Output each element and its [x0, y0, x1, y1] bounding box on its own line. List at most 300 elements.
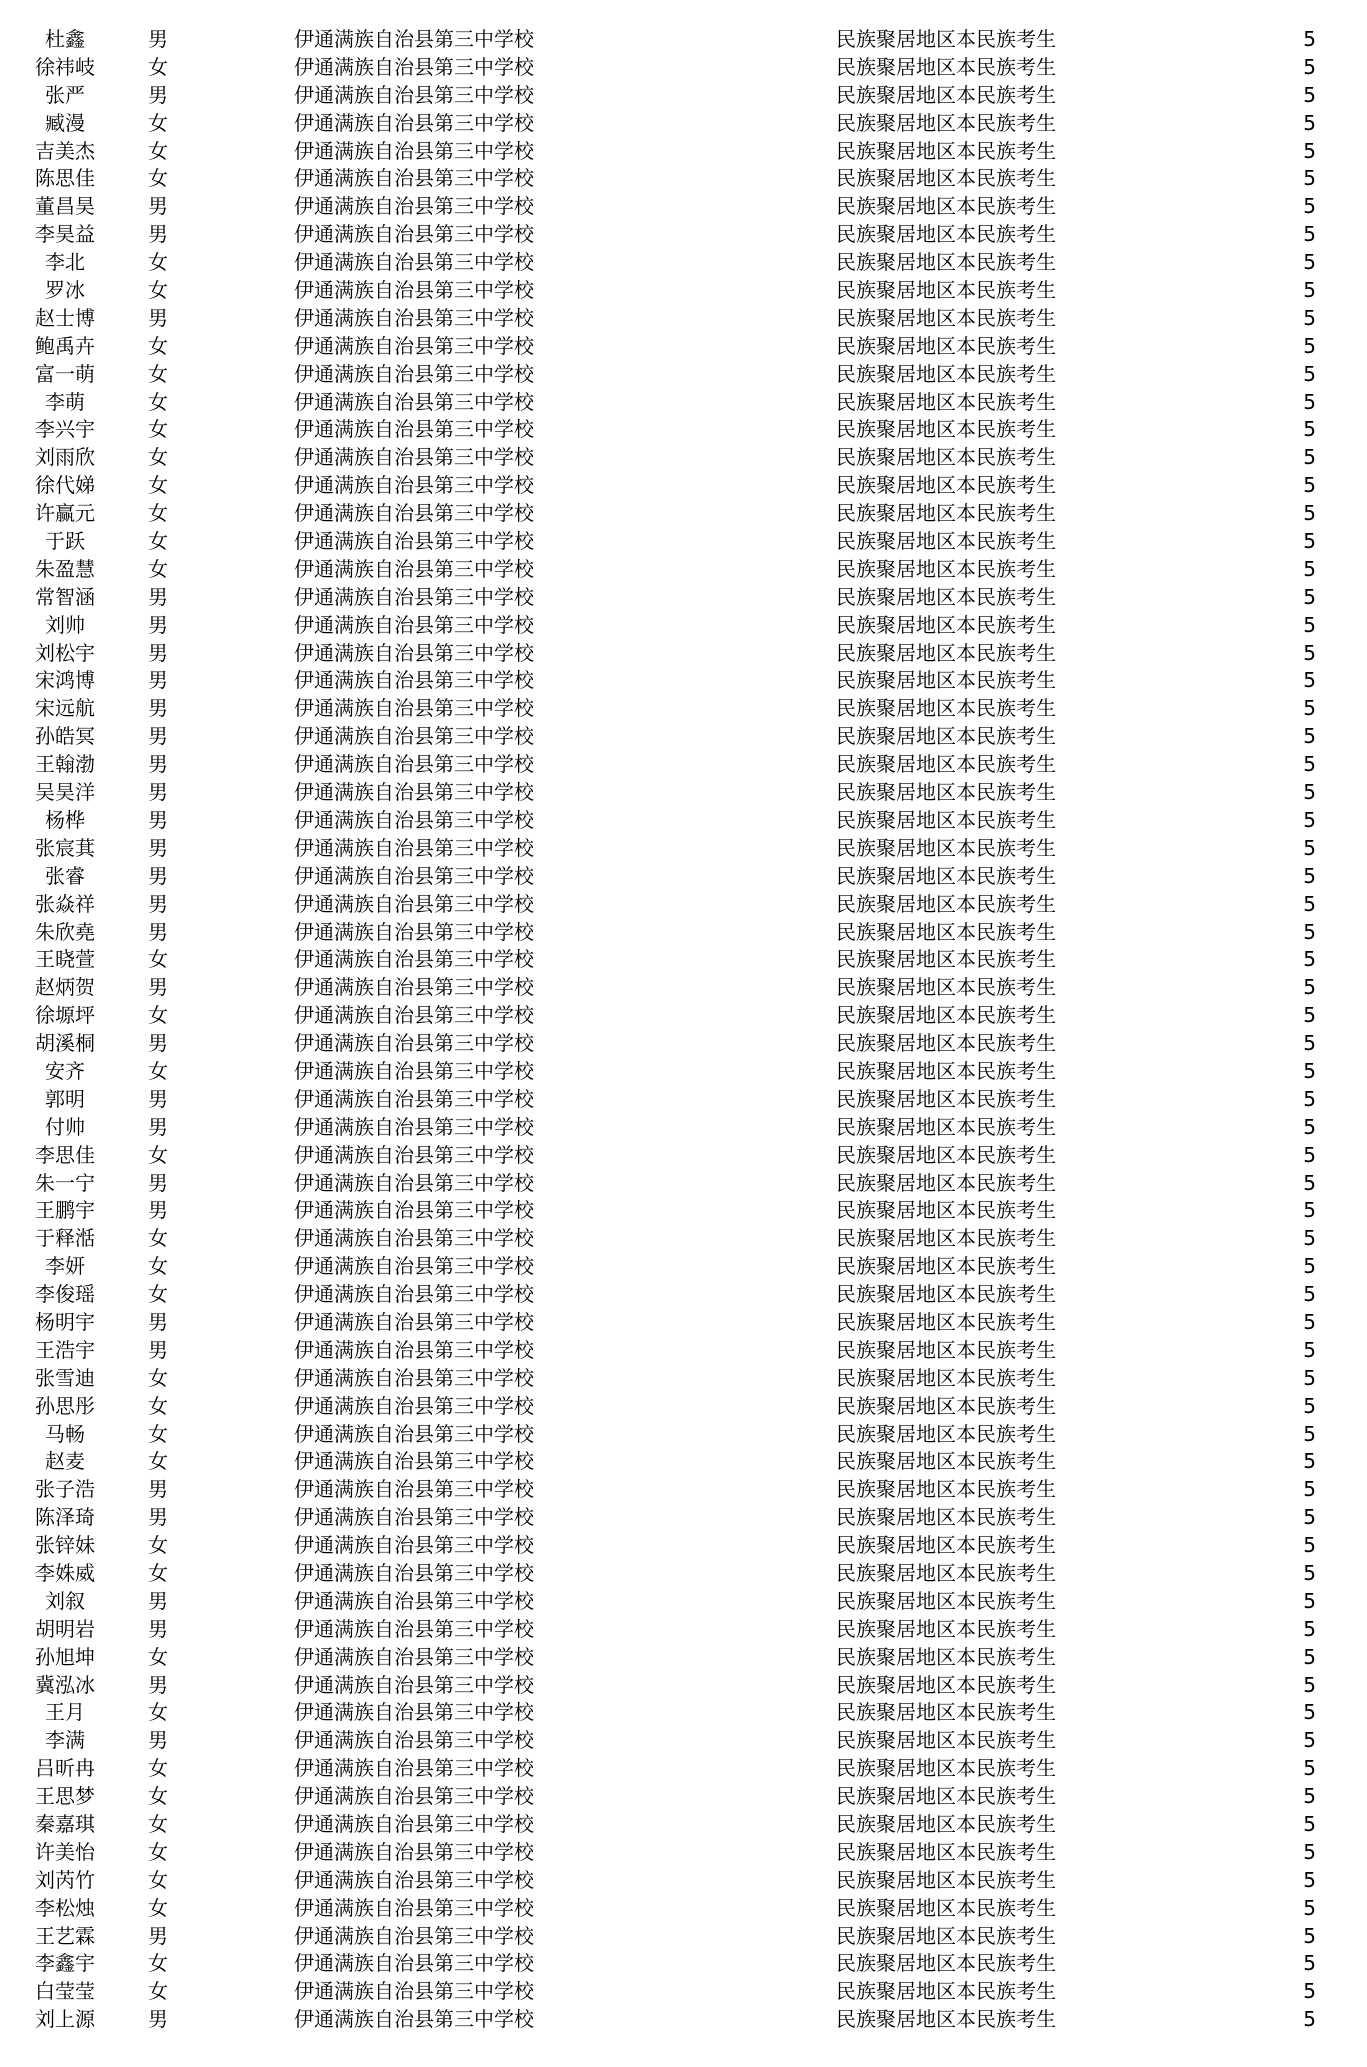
- student-name: 孙旭坤: [35, 1644, 95, 1669]
- student-name: 李鑫宇: [35, 1951, 95, 1976]
- student-name: 李妍: [45, 1254, 85, 1279]
- student-gender: 男: [148, 1588, 168, 1613]
- table-row: [0, 444, 1367, 472]
- bonus-category: 民族聚居地区本民族考生: [836, 668, 1056, 693]
- table-row: [0, 54, 1367, 82]
- bonus-points: 5: [1303, 501, 1316, 526]
- student-name: 李萌: [45, 389, 85, 414]
- bonus-points: 5: [1303, 166, 1316, 191]
- student-name: 吕昕冉: [35, 1756, 95, 1781]
- student-name: 刘芮竹: [35, 1867, 95, 1892]
- bonus-points: 5: [1303, 1114, 1316, 1139]
- school-name: 伊通满族自治县第三中学校: [294, 473, 534, 498]
- student-gender: 男: [148, 1923, 168, 1948]
- bonus-points: 5: [1303, 1644, 1316, 1669]
- student-name: 徐塬坪: [35, 1003, 95, 1028]
- bonus-points: 5: [1303, 1616, 1316, 1641]
- bonus-category: 民族聚居地区本民族考生: [836, 1170, 1056, 1195]
- bonus-category: 民族聚居地区本民族考生: [836, 1282, 1056, 1307]
- table-row: [0, 1588, 1367, 1616]
- student-name: 陈思佳: [35, 166, 95, 191]
- table-row: [0, 751, 1367, 779]
- bonus-category: 民族聚居地区本民族考生: [836, 696, 1056, 721]
- school-name: 伊通满族自治县第三中学校: [294, 1254, 534, 1279]
- school-name: 伊通满族自治县第三中学校: [294, 612, 534, 637]
- bonus-category: 民族聚居地区本民族考生: [836, 1449, 1056, 1474]
- table-row: [0, 1783, 1367, 1811]
- school-name: 伊通满族自治县第三中学校: [294, 166, 534, 191]
- student-gender: 女: [148, 501, 168, 526]
- table-row: [0, 723, 1367, 751]
- school-name: 伊通满族自治县第三中学校: [294, 1951, 534, 1976]
- school-name: 伊通满族自治县第三中学校: [294, 278, 534, 303]
- table-row: [0, 1616, 1367, 1644]
- student-name: 张宸萁: [35, 835, 95, 860]
- school-name: 伊通满族自治县第三中学校: [294, 361, 534, 386]
- bonus-points: 5: [1303, 1226, 1316, 1251]
- student-gender: 女: [148, 1393, 168, 1418]
- school-name: 伊通满族自治县第三中学校: [294, 529, 534, 554]
- table-row: [0, 333, 1367, 361]
- student-name: 李昊益: [35, 222, 95, 247]
- school-name: 伊通满族自治县第三中学校: [294, 1533, 534, 1558]
- student-gender: 男: [148, 919, 168, 944]
- bonus-category: 民族聚居地区本民族考生: [836, 1951, 1056, 1976]
- bonus-points: 5: [1303, 947, 1316, 972]
- student-name: 赵炳贺: [35, 975, 95, 1000]
- student-gender: 男: [148, 975, 168, 1000]
- school-name: 伊通满族自治县第三中学校: [294, 1923, 534, 1948]
- bonus-category: 民族聚居地区本民族考生: [836, 27, 1056, 51]
- bonus-category: 民族聚居地区本民族考生: [836, 640, 1056, 665]
- table-row: [0, 1448, 1367, 1476]
- bonus-points: 5: [1303, 1867, 1316, 1892]
- table-row: [0, 1672, 1367, 1700]
- bonus-category: 民族聚居地区本民族考生: [836, 1895, 1056, 1920]
- bonus-points: 5: [1303, 82, 1316, 107]
- school-name: 伊通满族自治县第三中学校: [294, 835, 534, 860]
- student-name: 李满: [45, 1728, 85, 1753]
- bonus-category: 民族聚居地区本民族考生: [836, 1979, 1056, 2004]
- student-gender: 女: [148, 54, 168, 79]
- student-name: 徐祎岐: [35, 54, 95, 79]
- student-name: 王晓萱: [35, 947, 95, 972]
- student-gender: 男: [148, 724, 168, 749]
- student-name: 李兴宇: [35, 417, 95, 442]
- table-row: [0, 974, 1367, 1002]
- student-gender: 女: [148, 1784, 168, 1809]
- school-name: 伊通满族自治县第三中学校: [294, 2007, 534, 2032]
- school-name: 伊通满族自治县第三中学校: [294, 975, 534, 1000]
- bonus-points: 5: [1303, 1839, 1316, 1864]
- table-row: [0, 1337, 1367, 1365]
- student-name: 杨明宇: [35, 1309, 95, 1334]
- school-name: 伊通满族自治县第三中学校: [294, 1979, 534, 2004]
- bonus-category: 民族聚居地区本民族考生: [836, 1003, 1056, 1028]
- student-gender: 女: [148, 1058, 168, 1083]
- bonus-category: 民族聚居地区本民族考生: [836, 222, 1056, 247]
- school-name: 伊通满族自治县第三中学校: [294, 891, 534, 916]
- table-row: [0, 26, 1367, 54]
- bonus-category: 民族聚居地区本民族考生: [836, 445, 1056, 470]
- bonus-points: 5: [1303, 529, 1316, 554]
- table-row: [0, 221, 1367, 249]
- student-gender: 男: [148, 1031, 168, 1056]
- bonus-points: 5: [1303, 835, 1316, 860]
- student-gender: 女: [148, 445, 168, 470]
- student-gender: 男: [148, 1086, 168, 1111]
- student-name: 陈泽琦: [35, 1505, 95, 1530]
- school-name: 伊通满族自治县第三中学校: [294, 584, 534, 609]
- school-name: 伊通满族自治县第三中学校: [294, 1421, 534, 1446]
- student-name: 王浩宇: [35, 1337, 95, 1362]
- bonus-points: 5: [1303, 1170, 1316, 1195]
- bonus-category: 民族聚居地区本民族考生: [836, 194, 1056, 219]
- student-name: 朱盈慧: [35, 556, 95, 581]
- student-gender: 女: [148, 1812, 168, 1836]
- bonus-category: 民族聚居地区本民族考生: [836, 1226, 1056, 1251]
- school-name: 伊通满族自治县第三中学校: [294, 1839, 534, 1864]
- school-name: 伊通满族自治县第三中学校: [294, 1031, 534, 1056]
- student-list: [0, 26, 1367, 2034]
- bonus-category: 民族聚居地区本民族考生: [836, 1031, 1056, 1056]
- student-gender: 女: [148, 473, 168, 498]
- student-gender: 男: [148, 780, 168, 805]
- student-name: 杨桦: [45, 807, 85, 832]
- table-row: [0, 1421, 1367, 1449]
- student-gender: 男: [148, 1170, 168, 1195]
- bonus-points: 5: [1303, 780, 1316, 805]
- student-name: 张睿: [45, 863, 85, 888]
- school-name: 伊通满族自治县第三中学校: [294, 1309, 534, 1334]
- bonus-category: 民族聚居地区本民族考生: [836, 473, 1056, 498]
- student-name: 于跃: [45, 529, 85, 554]
- school-name: 伊通满族自治县第三中学校: [294, 1700, 534, 1725]
- table-row: [0, 1393, 1367, 1421]
- table-row: [0, 556, 1367, 584]
- bonus-category: 民族聚居地区本民族考生: [836, 361, 1056, 386]
- bonus-points: 5: [1303, 1198, 1316, 1223]
- bonus-points: 5: [1303, 1672, 1316, 1697]
- student-gender: 男: [148, 1616, 168, 1641]
- bonus-category: 民族聚居地区本民族考生: [836, 1309, 1056, 1334]
- bonus-category: 民族聚居地区本民族考生: [836, 1365, 1056, 1390]
- bonus-category: 民族聚居地区本民族考生: [836, 835, 1056, 860]
- student-name: 徐代娣: [35, 473, 95, 498]
- student-gender: 女: [148, 556, 168, 581]
- school-name: 伊通满族自治县第三中学校: [294, 1505, 534, 1530]
- student-gender: 女: [148, 389, 168, 414]
- school-name: 伊通满族自治县第三中学校: [294, 445, 534, 470]
- bonus-points: 5: [1303, 556, 1316, 581]
- bonus-points: 5: [1303, 389, 1316, 414]
- bonus-category: 民族聚居地区本民族考生: [836, 1114, 1056, 1139]
- student-gender: 男: [148, 1672, 168, 1697]
- student-name: 李姝威: [35, 1560, 95, 1585]
- bonus-category: 民族聚居地区本民族考生: [836, 1923, 1056, 1948]
- student-gender: 女: [148, 1142, 168, 1167]
- table-row: [0, 138, 1367, 166]
- student-gender: 男: [148, 752, 168, 777]
- bonus-category: 民族聚居地区本民族考生: [836, 1839, 1056, 1864]
- school-name: 伊通满族自治县第三中学校: [294, 1142, 534, 1167]
- table-row: [0, 1978, 1367, 2006]
- table-row: [0, 835, 1367, 863]
- school-name: 伊通满族自治县第三中学校: [294, 1672, 534, 1697]
- bonus-category: 民族聚居地区本民族考生: [836, 1505, 1056, 1530]
- student-gender: 男: [148, 305, 168, 330]
- student-name: 孙思彤: [35, 1393, 95, 1418]
- bonus-category: 民族聚居地区本民族考生: [836, 975, 1056, 1000]
- bonus-category: 民族聚居地区本民族考生: [836, 2007, 1056, 2032]
- table-row: [0, 1923, 1367, 1951]
- table-row: [0, 919, 1367, 947]
- table-row: [0, 1699, 1367, 1727]
- bonus-points: 5: [1303, 1728, 1316, 1753]
- table-row: [0, 1811, 1367, 1839]
- bonus-category: 民族聚居地区本民族考生: [836, 1560, 1056, 1585]
- bonus-category: 民族聚居地区本民族考生: [836, 807, 1056, 832]
- bonus-category: 民族聚居地区本民族考生: [836, 1756, 1056, 1781]
- student-name: 王翰渤: [35, 752, 95, 777]
- student-gender: 女: [148, 1254, 168, 1279]
- table-row: [0, 584, 1367, 612]
- table-row: [0, 1755, 1367, 1783]
- bonus-points: 5: [1303, 1756, 1316, 1781]
- student-gender: 男: [148, 668, 168, 693]
- bonus-category: 民族聚居地区本民族考生: [836, 752, 1056, 777]
- bonus-points: 5: [1303, 1282, 1316, 1307]
- table-row: [0, 1950, 1367, 1978]
- bonus-category: 民族聚居地区本民族考生: [836, 1812, 1056, 1836]
- bonus-category: 民族聚居地区本民族考生: [836, 1086, 1056, 1111]
- bonus-points: 5: [1303, 1477, 1316, 1502]
- student-name: 胡明岩: [35, 1616, 95, 1641]
- bonus-category: 民族聚居地区本民族考生: [836, 1644, 1056, 1669]
- school-name: 伊通满族自治县第三中学校: [294, 194, 534, 219]
- school-name: 伊通满族自治县第三中学校: [294, 1282, 534, 1307]
- table-row: [0, 1002, 1367, 1030]
- table-row: [0, 1253, 1367, 1281]
- student-gender: 男: [148, 1505, 168, 1530]
- bonus-points: 5: [1303, 278, 1316, 303]
- bonus-points: 5: [1303, 1309, 1316, 1334]
- school-name: 伊通满族自治县第三中学校: [294, 1867, 534, 1892]
- school-name: 伊通满族自治县第三中学校: [294, 1756, 534, 1781]
- bonus-category: 民族聚居地区本民族考生: [836, 1533, 1056, 1558]
- school-name: 伊通满族自治县第三中学校: [294, 250, 534, 275]
- student-name: 刘松宇: [35, 640, 95, 665]
- student-gender: 女: [148, 1867, 168, 1892]
- student-name: 白莹莹: [35, 1979, 95, 2004]
- bonus-category: 民族聚居地区本民族考生: [836, 166, 1056, 191]
- school-name: 伊通满族自治县第三中学校: [294, 1003, 534, 1028]
- student-name: 胡溪桐: [35, 1031, 95, 1056]
- bonus-category: 民族聚居地区本民族考生: [836, 1337, 1056, 1362]
- table-row: [0, 1281, 1367, 1309]
- school-name: 伊通满族自治县第三中学校: [294, 1449, 534, 1474]
- bonus-points: 5: [1303, 1895, 1316, 1920]
- student-name: 赵士博: [35, 305, 95, 330]
- student-gender: 女: [148, 529, 168, 554]
- student-gender: 女: [148, 1365, 168, 1390]
- student-gender: 女: [148, 166, 168, 191]
- table-row: [0, 1142, 1367, 1170]
- table-row: [0, 1727, 1367, 1755]
- table-row: [0, 361, 1367, 389]
- bonus-points: 5: [1303, 919, 1316, 944]
- student-gender: 女: [148, 1449, 168, 1474]
- student-gender: 男: [148, 835, 168, 860]
- student-name: 王思梦: [35, 1784, 95, 1809]
- bonus-category: 民族聚居地区本民族考生: [836, 389, 1056, 414]
- table-row: [0, 277, 1367, 305]
- bonus-points: 5: [1303, 1003, 1316, 1028]
- student-name: 张锌妹: [35, 1533, 95, 1558]
- student-gender: 女: [148, 1282, 168, 1307]
- student-gender: 男: [148, 1337, 168, 1362]
- bonus-category: 民族聚居地区本民族考生: [836, 1058, 1056, 1083]
- student-name: 安齐: [45, 1058, 85, 1083]
- bonus-points: 5: [1303, 473, 1316, 498]
- bonus-points: 5: [1303, 2007, 1316, 2032]
- bonus-category: 民族聚居地区本民族考生: [836, 1393, 1056, 1418]
- school-name: 伊通满族自治县第三中学校: [294, 1393, 534, 1418]
- bonus-points: 5: [1303, 1337, 1316, 1362]
- school-name: 伊通满族自治县第三中学校: [294, 54, 534, 79]
- school-name: 伊通满族自治县第三中学校: [294, 1058, 534, 1083]
- table-row: [0, 193, 1367, 221]
- student-name: 郭明: [45, 1086, 85, 1111]
- student-gender: 男: [148, 696, 168, 721]
- student-name: 臧漫: [45, 110, 85, 135]
- table-row: [0, 863, 1367, 891]
- student-gender: 男: [148, 82, 168, 107]
- school-name: 伊通满族自治县第三中学校: [294, 333, 534, 358]
- bonus-points: 5: [1303, 250, 1316, 275]
- bonus-points: 5: [1303, 417, 1316, 442]
- bonus-category: 民族聚居地区本民族考生: [836, 278, 1056, 303]
- student-name: 孙皓冥: [35, 724, 95, 749]
- school-name: 伊通满族自治县第三中学校: [294, 1337, 534, 1362]
- table-row: [0, 612, 1367, 640]
- student-gender: 女: [148, 1951, 168, 1976]
- school-name: 伊通满族自治县第三中学校: [294, 138, 534, 163]
- student-name: 罗冰: [45, 278, 85, 303]
- student-gender: 女: [148, 1979, 168, 2004]
- table-row: [0, 1114, 1367, 1142]
- bonus-points: 5: [1303, 696, 1316, 721]
- school-name: 伊通满族自治县第三中学校: [294, 1616, 534, 1641]
- student-name: 许美怡: [35, 1839, 95, 1864]
- bonus-points: 5: [1303, 138, 1316, 163]
- bonus-points: 5: [1303, 1588, 1316, 1613]
- table-row: [0, 472, 1367, 500]
- school-name: 伊通满族自治县第三中学校: [294, 1170, 534, 1195]
- bonus-category: 民族聚居地区本民族考生: [836, 250, 1056, 275]
- bonus-category: 民族聚居地区本民族考生: [836, 947, 1056, 972]
- bonus-points: 5: [1303, 361, 1316, 386]
- bonus-points: 5: [1303, 584, 1316, 609]
- student-name: 朱欣堯: [35, 919, 95, 944]
- school-name: 伊通满族自治县第三中学校: [294, 807, 534, 832]
- student-name: 王艺霖: [35, 1923, 95, 1948]
- student-name: 马畅: [45, 1421, 85, 1446]
- bonus-category: 民族聚居地区本民族考生: [836, 1784, 1056, 1809]
- table-row: [0, 2006, 1367, 2034]
- bonus-category: 民族聚居地区本民族考生: [836, 1700, 1056, 1725]
- school-name: 伊通满族自治县第三中学校: [294, 919, 534, 944]
- bonus-category: 民族聚居地区本民族考生: [836, 556, 1056, 581]
- student-gender: 男: [148, 1198, 168, 1223]
- student-gender: 女: [148, 1533, 168, 1558]
- table-row: [0, 1476, 1367, 1504]
- bonus-category: 民族聚居地区本民族考生: [836, 501, 1056, 526]
- table-row: [0, 1644, 1367, 1672]
- bonus-category: 民族聚居地区本民族考生: [836, 1588, 1056, 1613]
- bonus-points: 5: [1303, 1365, 1316, 1390]
- bonus-category: 民族聚居地区本民族考生: [836, 417, 1056, 442]
- bonus-category: 民族聚居地区本民族考生: [836, 780, 1056, 805]
- school-name: 伊通满族自治县第三中学校: [294, 1644, 534, 1669]
- student-name: 王月: [45, 1700, 85, 1725]
- bonus-category: 民族聚居地区本民族考生: [836, 1616, 1056, 1641]
- school-name: 伊通满族自治县第三中学校: [294, 1198, 534, 1223]
- student-gender: 女: [148, 1226, 168, 1251]
- student-gender: 男: [148, 1728, 168, 1753]
- bonus-points: 5: [1303, 305, 1316, 330]
- student-gender: 男: [148, 1309, 168, 1334]
- student-gender: 男: [148, 1477, 168, 1502]
- table-row: [0, 500, 1367, 528]
- bonus-category: 民族聚居地区本民族考生: [836, 724, 1056, 749]
- bonus-points: 5: [1303, 1505, 1316, 1530]
- student-gender: 女: [148, 110, 168, 135]
- student-name: 许赢元: [35, 501, 95, 526]
- bonus-points: 5: [1303, 1533, 1316, 1558]
- student-gender: 男: [148, 222, 168, 247]
- student-gender: 女: [148, 1644, 168, 1669]
- bonus-category: 民族聚居地区本民族考生: [836, 863, 1056, 888]
- bonus-category: 民族聚居地区本民族考生: [836, 1142, 1056, 1167]
- table-row: [0, 1197, 1367, 1225]
- student-name: 张严: [45, 82, 85, 107]
- bonus-points: 5: [1303, 863, 1316, 888]
- student-gender: 女: [148, 1700, 168, 1725]
- bonus-points: 5: [1303, 724, 1316, 749]
- student-name: 李松烛: [35, 1895, 95, 1920]
- table-row: [0, 1058, 1367, 1086]
- student-gender: 女: [148, 1839, 168, 1864]
- table-row: [0, 1365, 1367, 1393]
- bonus-points: 5: [1303, 1951, 1316, 1976]
- student-gender: 男: [148, 1114, 168, 1139]
- school-name: 伊通满族自治县第三中学校: [294, 1728, 534, 1753]
- bonus-points: 5: [1303, 27, 1316, 51]
- table-row: [0, 1030, 1367, 1058]
- bonus-points: 5: [1303, 194, 1316, 219]
- school-name: 伊通满族自治县第三中学校: [294, 1588, 534, 1613]
- table-row: [0, 1504, 1367, 1532]
- student-name: 付帅: [45, 1114, 85, 1139]
- student-name: 杜鑫: [45, 27, 85, 51]
- student-gender: 男: [148, 807, 168, 832]
- student-name: 冀泓冰: [35, 1672, 95, 1697]
- bonus-points: 5: [1303, 668, 1316, 693]
- student-gender: 男: [148, 640, 168, 665]
- table-row: [0, 1309, 1367, 1337]
- table-row: [0, 779, 1367, 807]
